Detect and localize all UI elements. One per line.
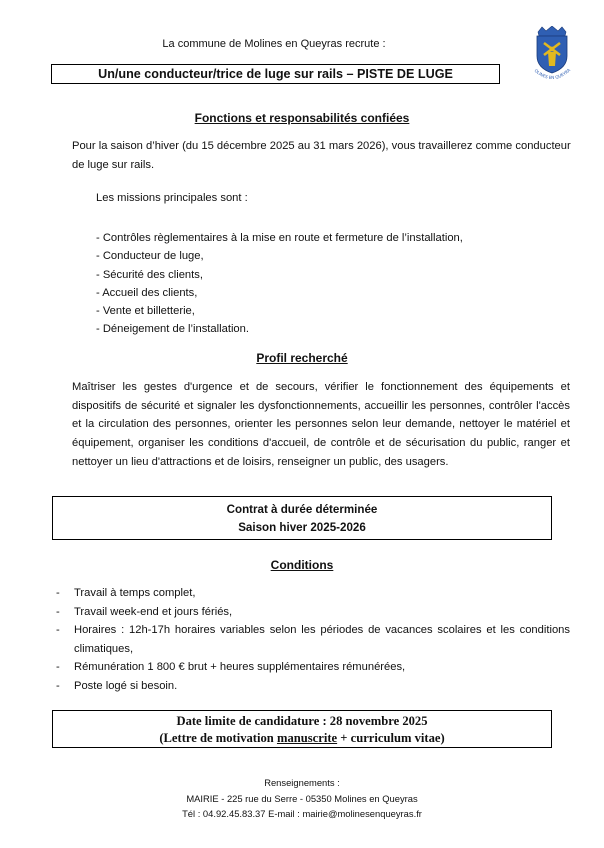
missions-list [96,229,463,339]
list-item: - Travail à temps complet, [56,587,196,599]
deadline-box [52,710,552,748]
profile-paragraph: Maîtriser les gestes d'urgence et de secours, vérifier le fonctionnement des équipements et dispositifs de sécurité et signaler les dysfonctionnements, accueillir les personnes, contrôler l'accès et la circulation des personnes, orienter les personnes selon leur demande, nettoyer le matériel et équipement, organiser les conditions d'accueil, de contrôle et de sécurisation du public, ranger et nettoyer un lieu d'attractions et de loisirs, renseigner un public, des usagers. [72,381,570,468]
coat-of-arms-logo [528,26,576,90]
list-item: - Travail week-end et jours fériés, [56,605,233,618]
list-item: - Contrôles règlementaires à la mise en route et fermeture de l’installation, [96,232,463,244]
list-item: - Vente et billetterie, [96,305,195,318]
contract-type: Contrat à durée déterminée [226,503,378,516]
job-title-box: Un/une conducteur/trice de luge sur rails – PISTE DE LUGE [51,64,500,84]
list-item: - Horaires : 12h-17h horaires variables selon les périodes de vacances scolaires et les conditions climatiques, [56,624,570,655]
section-heading-conditions: Conditions [270,558,334,572]
list-item: - Accueil des clients, [96,286,198,299]
contact-address: MAIRIE - 225 rue du Serre - 05350 Molines en Queyras [186,792,418,804]
list-item: - Déneigement de l’installation. [96,323,249,336]
list-item: - Poste logé si besoin. [56,679,178,692]
application-documents: (Lettre de motivation manuscrite + curriculum vitae) [159,731,445,745]
list-item: - Sécurité des clients, [96,268,203,281]
missions-intro: Les missions principales sont : [96,192,248,204]
coat-of-arms-icon [528,26,576,90]
list-item: - Conducteur de luge, [96,250,204,263]
contact-phone-email: Tél : 04.92.45.83.37 E-mail : mairie@molinesenqueyras.fr [182,808,422,819]
contract-box [52,496,552,540]
contract-season: Saison hiver 2025-2026 [238,521,366,534]
contact-block [0,775,604,822]
section-heading-profile: Profil recherché [256,351,348,365]
logo-caption: OLINES EN QUEYRA [533,67,572,81]
intro-line: La commune de Molines en Queyras recrute : [162,38,386,50]
list-item: - Rémunération 1 800 € brut + heures supplémentaires rémunérées, [56,661,406,673]
conditions-list [56,584,570,695]
season-paragraph: Pour la saison d’hiver (du 15 décembre 2025 au 31 mars 2026), vous travaillerez comme conducteur de luge sur rails. [72,140,571,171]
deadline-date: Date limite de candidature : 28 novembre 2025 [176,714,428,728]
section-heading-functions: Fonctions et responsabilités confiées [194,111,410,125]
contact-label: Renseignements : [264,777,340,788]
